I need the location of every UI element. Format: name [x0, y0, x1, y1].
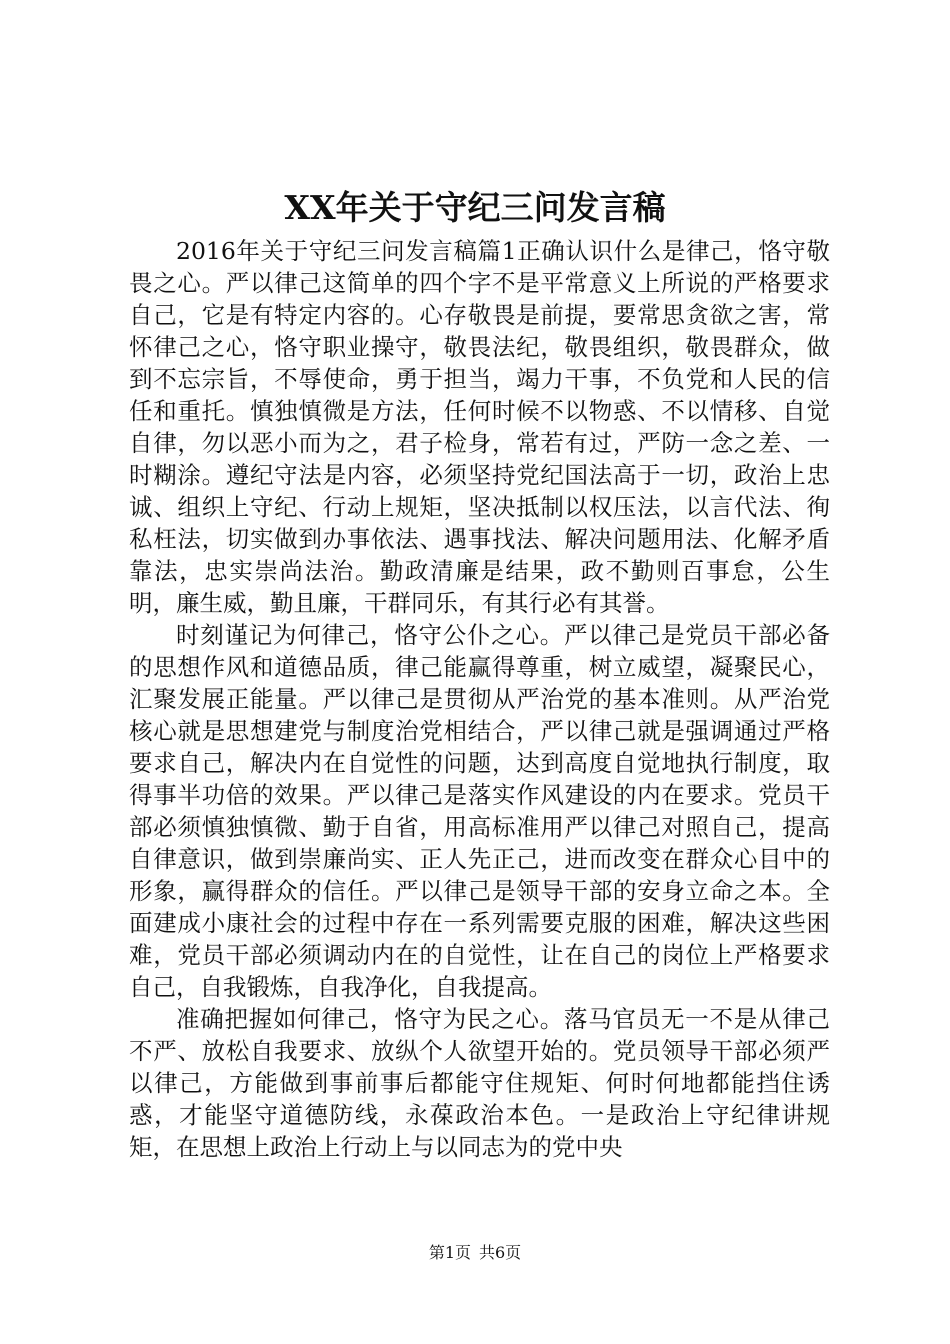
document-body [129, 235, 830, 1163]
page-total: 共6页 [479, 1243, 522, 1262]
paragraph-2: 时刻谨记为何律己，恪守公仆之心。严以律己是党员干部必备的思想作风和道德品质，律己能赢得尊重，树立威望，凝聚民心，汇聚发展正能量。严以律己是贯彻从严治党的基本准则。从严治党核心就是思想建党与制度治党相结合，严以律己就是强调通过严格要求自己，解决内在自觉性的问题，达到高度自觉地执行制度，取得事半功倍的效果。严以律己是落实作风建设的内在要求。党员干部必须慎独慎微、勤于自省，用高标准用严以律己对照自己，提高自律意识，做到崇廉尚实、正人先正己，进而改变在群众心目中的形象，赢得群众的信任。严以律己是领导干部的安身立命之本。全面建成小康社会的过程中存在一系列需要克服的困难，解决这些困难，党员干部必须调动内在的自觉性，让在自己的岗位上严格要求自己，自我锻炼，自我净化，自我提高。 [129, 621, 830, 1001]
paragraph-3: 准确把握如何律己，恪守为民之心。落马官员无一不是从律己不严、放松自我要求、放纵个人欲望开始的。党员领导干部必须严以律己，方能做到事前事后都能守住规矩、何时何地都能挡住诱惑，才能坚守道德防线，永葆政治本色。一是政治上守纪律讲规矩，在思想上政治上行动上与以同志为的党中央 [129, 1005, 830, 1161]
document-title: XX年关于守纪三问发言稿 [284, 188, 666, 227]
page-number: 第1页 [428, 1243, 471, 1262]
page-footer [0, 1243, 950, 1263]
paragraph-1: 2016年关于守纪三问发言稿篇1正确认识什么是律己，恪守敬畏之心。严以律己这简单的四个字不是平常意义上所说的严格要求自己，它是有特定内容的。心存敬畏是前提，要常思贪欲之害，常怀律己之心，恪守职业操守，敬畏法纪，敬畏组织，敬畏群众，做到不忘宗旨，不辱使命，勇于担当，竭力干事，不负党和人民的信任和重托。慎独慎微是方法，任何时候不以物惑、不以情移、自觉自律，勿以恶小而为之，君子检身，常若有过，严防一念之差、一时糊涂。遵纪守法是内容，必须坚持党纪国法高于一切，政治上忠诚、组织上守纪、行动上规矩，坚决抵制以权压法，以言代法、徇私枉法，切实做到办事依法、遇事找法、解决问题用法、化解矛盾靠法，忠实崇尚法治。勤政清廉是结果，政不勤则百事怠，公生明，廉生威，勤且廉，干群同乐，有其行必有其誉。 [129, 237, 830, 617]
